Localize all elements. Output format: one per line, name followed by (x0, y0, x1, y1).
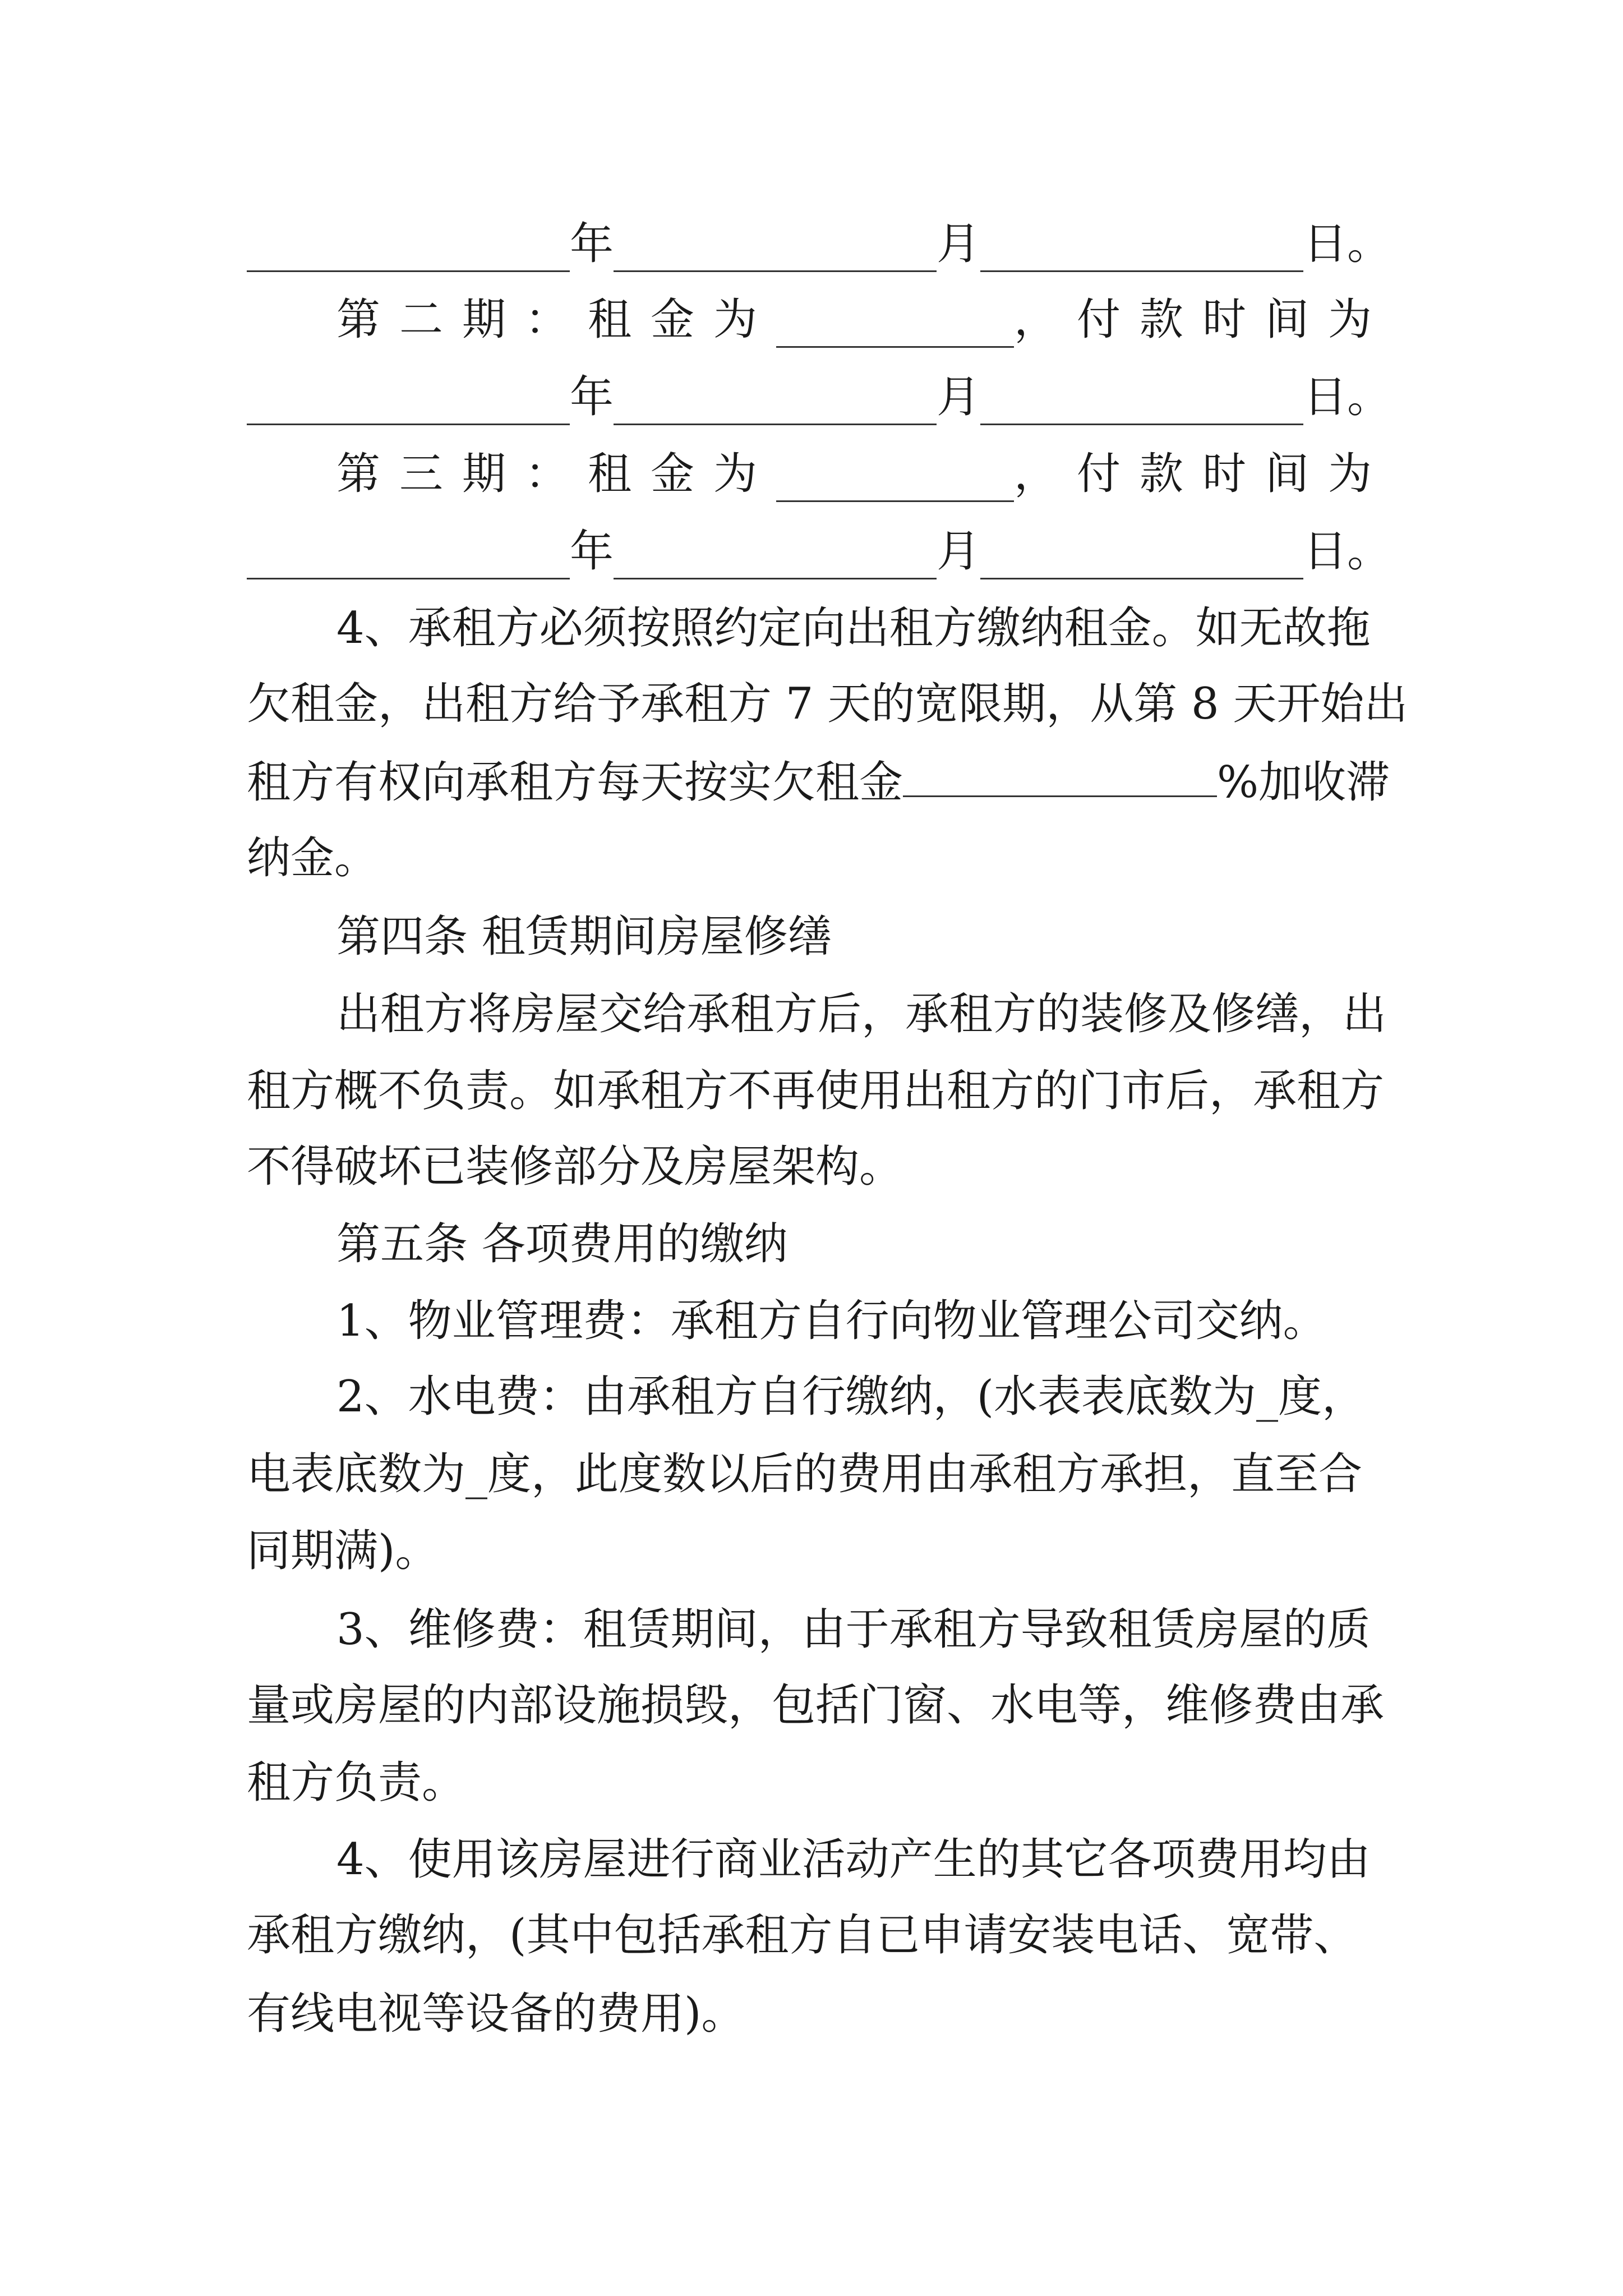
month-label: 月 (936, 219, 980, 269)
third-payment-label: ，付款时间为 (1013, 449, 1391, 499)
day-label: 日。 (1303, 219, 1391, 269)
late-fee-percent-blank (903, 756, 1217, 797)
clause-4-line-2: 租方概不负责。如承租方不再使用出租方的门市后，承租方 (247, 1066, 1385, 1116)
clause-5-item-4-line-3: 有线电视等设备的费用)。 (247, 1989, 745, 2039)
year-label: 年 (569, 526, 614, 577)
month-blank (614, 384, 937, 425)
clause-5-item-3-line-3: 租方负责。 (247, 1757, 466, 1808)
third-amount-blank (776, 461, 1014, 502)
clause-5-heading: 第五条 各项费用的缴纳 (336, 1219, 788, 1269)
month-label: 月 (936, 526, 980, 577)
rent-payment-paragraph-line-3 (247, 754, 1391, 811)
second-amount-blank (776, 307, 1014, 348)
day-label: 日。 (1303, 526, 1391, 577)
second-installment-row (247, 292, 1391, 348)
month-blank (614, 231, 937, 272)
clause-4-heading: 第四条 租赁期间房屋修缮 (336, 912, 832, 962)
month-blank (614, 539, 937, 579)
clause-5-item-1: 1、物业管理费：承租方自行向物业管理公司交纳。 (336, 1296, 1327, 1346)
day-blank (980, 384, 1303, 425)
clause-5-item-3-line-2: 量或房屋的内部设施损毁，包括门窗、水电等，维修费由承 (247, 1680, 1385, 1731)
rent-payment-paragraph-line-2: 欠租金，出租方给予承租方 7 天的宽限期，从第 8 天开始出 (247, 679, 1408, 729)
date-row-2 (247, 369, 1391, 425)
year-label: 年 (569, 372, 614, 422)
clause-5-item-2-line-2: 电表底数为_度，此度数以后的费用由承租方承担，直至合 (247, 1449, 1363, 1499)
third-installment-label: 第三期：租金为 (336, 449, 777, 499)
third-installment-row (247, 446, 1391, 502)
month-label: 月 (936, 372, 980, 422)
second-payment-label: ，付款时间为 (1013, 295, 1391, 345)
clause-5-item-4-line-1: 4、使用该房屋进行商业活动产生的其它各项费用均由 (336, 1834, 1371, 1885)
clause-4-line-3: 不得破坏已装修部分及房屋架构。 (247, 1142, 903, 1192)
clause-5-item-2-line-3: 同期满)。 (247, 1526, 439, 1576)
clause-5-item-3-line-1: 3、维修费：租赁期间，由于承租方导致租赁房屋的质 (336, 1604, 1371, 1655)
day-blank (980, 231, 1303, 272)
clause-5-item-2-line-1: 2、水电费：由承租方自行缴纳，(水表表底数为_度， (336, 1372, 1366, 1422)
year-label: 年 (569, 219, 614, 269)
day-label: 日。 (1303, 372, 1391, 422)
year-blank (247, 384, 570, 425)
year-blank (247, 231, 570, 272)
second-installment-label: 第二期：租金为 (336, 295, 777, 345)
year-blank (247, 539, 570, 579)
date-row-1 (247, 216, 1391, 272)
clause-4-line-1: 出租方将房屋交给承租方后，承租方的装修及修缮，出 (336, 989, 1387, 1039)
date-row-3 (247, 523, 1391, 579)
day-blank (980, 539, 1303, 579)
late-fee-suffix: %加收滞 (1217, 757, 1390, 808)
clause-5-item-4-line-2: 承租方缴纳，(其中包括承租方自已申请安装电话、宽带、 (247, 1910, 1358, 1961)
rent-payment-paragraph-line-4: 纳金。 (247, 833, 379, 884)
rent-payment-paragraph-line-1: 4、承租方必须按照约定向出租方缴纳租金。如无故拖 (336, 603, 1371, 654)
late-fee-text: 租方有权向承租方每天按实欠租金 (247, 757, 903, 808)
